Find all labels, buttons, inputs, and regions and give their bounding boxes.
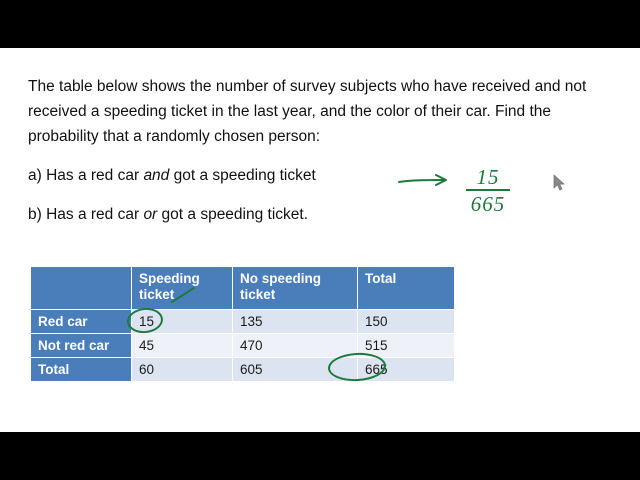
slide-canvas [0, 48, 640, 432]
question-a-italic: and [143, 167, 170, 184]
cell-notredcar-total: 515 [358, 334, 455, 358]
table-header-total: Total [358, 267, 455, 310]
question-a-prefix: a) Has a red car [28, 167, 144, 184]
table-header-no-speeding-ticket: No speeding ticket [233, 267, 358, 310]
question-b [28, 202, 608, 227]
contingency-table [30, 266, 455, 382]
cell-notredcar-nospeeding: 470 [233, 334, 358, 358]
letterbox-top [0, 0, 640, 48]
table-header-row [31, 267, 455, 310]
intro-paragraph: The table below shows the number of survey subjects who have received and not received a speeding ticket in the last year, and the color of their car. Find the probability that a randomly chosen person: [28, 78, 587, 145]
cell-notredcar-speeding: 45 [132, 334, 233, 358]
question-b-prefix: b) Has a red car [28, 206, 144, 223]
cell-redcar-nospeeding: 135 [233, 310, 358, 334]
cell-redcar-total: 150 [358, 310, 455, 334]
table-corner-cell [31, 267, 132, 310]
table-row [31, 358, 455, 382]
cell-total-speeding: 60 [132, 358, 233, 382]
fraction-denominator: 665 [470, 192, 506, 216]
row-label-not-red-car: Not red car [31, 334, 132, 358]
table-row [31, 310, 455, 334]
row-label-red-car: Red car [31, 310, 132, 334]
fraction-numerator: 15 [476, 165, 500, 189]
table-row [31, 334, 455, 358]
question-b-suffix: got a speeding ticket. [157, 206, 309, 223]
question-a-suffix: got a speeding ticket [169, 167, 316, 184]
cell-total-nospeeding: 605 [233, 358, 358, 382]
table-header-speeding-ticket: Speeding ticket [132, 267, 233, 310]
arrow-right-icon [398, 174, 450, 188]
slide-text-block [28, 74, 608, 227]
letterbox-bottom [0, 432, 640, 480]
cell-total-total: 665 [358, 358, 455, 382]
question-a [28, 163, 608, 188]
question-b-italic: or [143, 206, 158, 223]
row-label-total: Total [31, 358, 132, 382]
cell-redcar-speeding: 15 [132, 310, 233, 334]
mouse-pointer-icon [553, 174, 565, 192]
tick-mark-icon [170, 286, 198, 304]
